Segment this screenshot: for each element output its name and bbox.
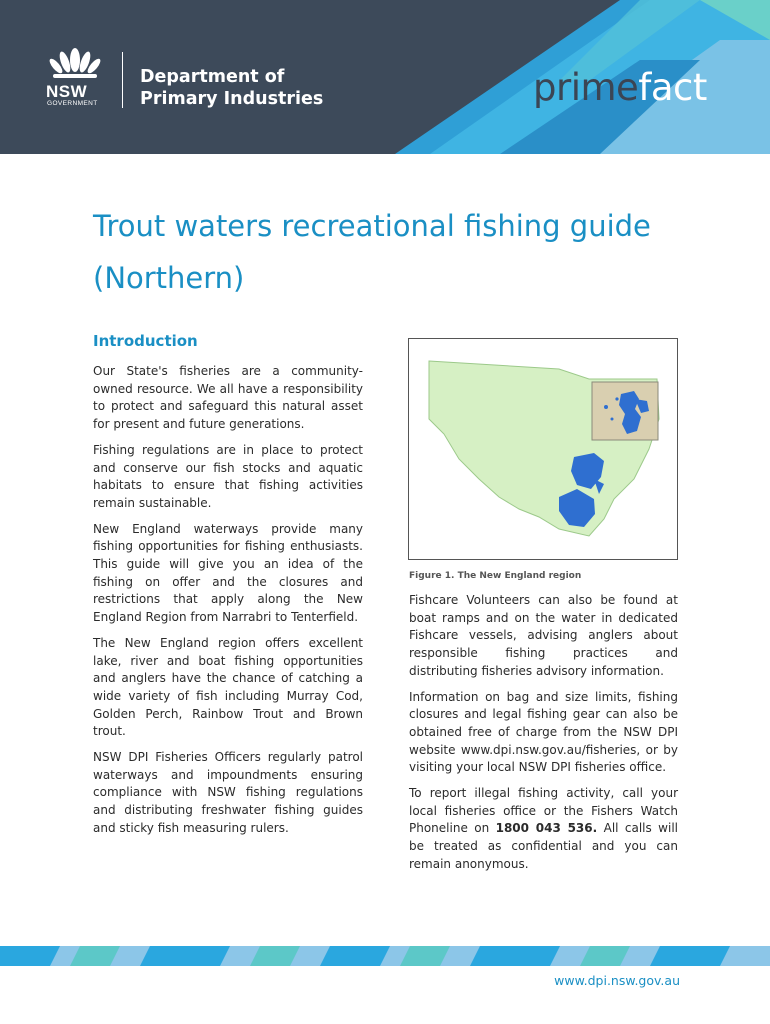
nsw-map-image <box>409 339 677 559</box>
brand-fact: fact <box>638 66 707 109</box>
new-england-region-map <box>408 338 678 560</box>
header-banner <box>0 0 770 154</box>
department-line-1: Department of <box>140 67 285 87</box>
government-logo-text: GOVERNMENT <box>47 100 98 107</box>
paragraph-bag-size-limits: Information on bag and size limits, fishing closures and legal fishing gear can also be obtained free of charge from the NSW DPI website www.dpi.nsw.gov.au/fisheries, or by visiting your local NSW DPI fisheries office. <box>409 689 678 775</box>
report-text-before: To report illegal fishing activity, call your local fisheries office or the Fishers Watch Phoneline on <box>409 786 678 836</box>
footer-website-link[interactable]: www.dpi.nsw.gov.au <box>554 973 680 988</box>
nsw-logo-text: NSW <box>46 82 88 101</box>
document-title: Trout waters recreational fishing guide (Northern) <box>93 209 651 295</box>
primefact-brand <box>533 66 707 109</box>
paragraph-community-resource: Our State's fisheries are a community-owned resource. We all have a responsibility to protect and safeguard this natural asset for present and future generations. <box>93 364 363 432</box>
introduction-heading: Introduction <box>93 332 198 350</box>
paragraph-region-offers: The New England region offers excellent lake, river and boat fishing opportunities and anglers have the chance of catching a wide variety of fish including Murray Cod, Golden Perch, Rainbow Trout and Brown trout. <box>93 635 363 739</box>
brand-prime: prime <box>533 66 639 109</box>
fishers-watch-phone: 1800 043 536. <box>495 821 598 836</box>
paragraph-report-illegal-fishing <box>409 785 678 874</box>
paragraph-regulations: Fishing regulations are in place to protect and conserve our fish stocks and aquatic habitats to ensure that fishing activities remain sustainable. <box>93 442 363 510</box>
paragraph-new-england-waterways: New England waterways provide many fishing opportunities for fishing enthusiasts. This guide will give you an idea of the fishing on offer and the closures and restrictions that apply along the New England Region from Narrabri to Tenterfield. <box>93 521 363 625</box>
paragraph-fisheries-officers: NSW DPI Fisheries Officers regularly patrol waterways and impoundments ensuring compliance with NSW fishing regulations and distributing freshwater fishing guides and sticky fish measuring rulers. <box>93 750 363 835</box>
department-name <box>140 66 323 110</box>
footer-stripe-band <box>0 946 770 966</box>
logo-divider <box>122 52 123 108</box>
figure-caption: Figure 1. The New England region <box>409 571 582 581</box>
right-column <box>409 592 678 882</box>
report-text-after: All calls will be treated as confidential and you can remain anonymous. <box>409 821 678 871</box>
department-line-2: Primary Industries <box>140 89 324 109</box>
paragraph-fishcare-volunteers: Fishcare Volunteers can also be found at boat ramps and on the water in dedicated Fishcare vessels, advising anglers about responsible fishing practices and distributing fisheries advisory information. <box>409 593 678 678</box>
waratah-logo-icon <box>45 46 105 82</box>
left-column <box>93 363 363 846</box>
